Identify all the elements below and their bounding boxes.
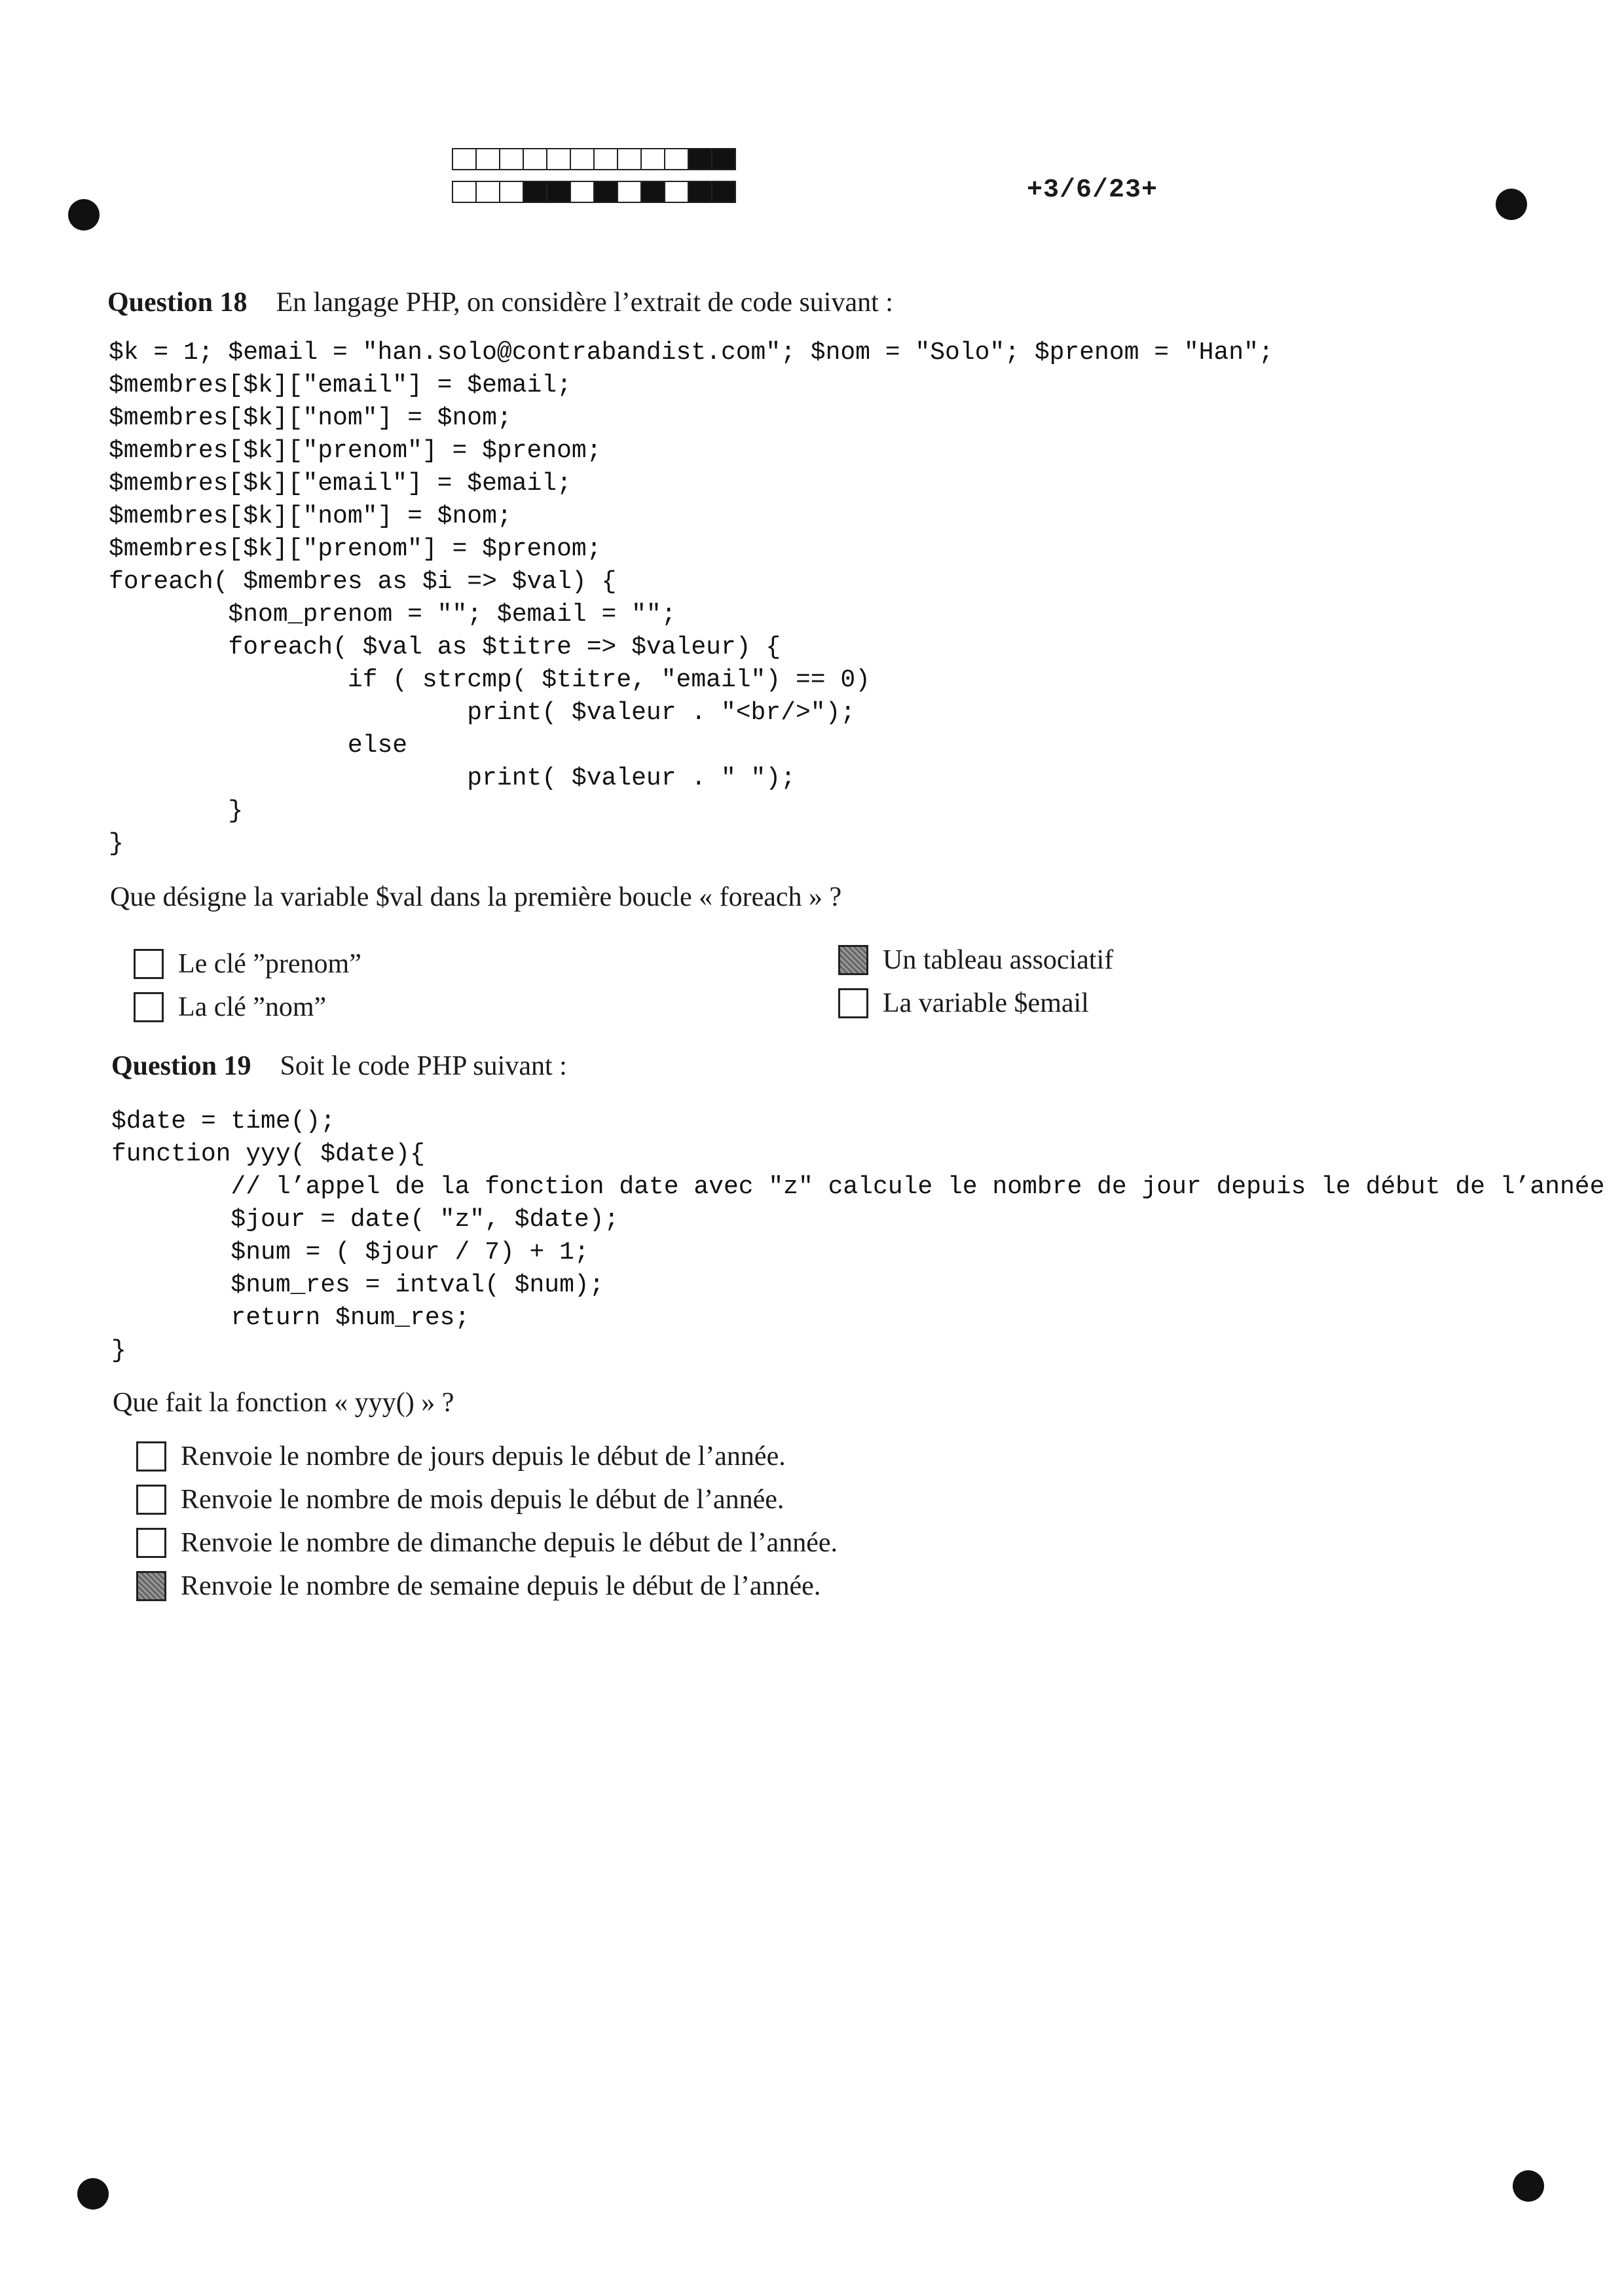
choice-label: Le clé ”prenom” [178, 949, 361, 979]
barcode-cell [475, 148, 500, 170]
choice-label: Renvoie le nombre de mois depuis le début de l’année. [181, 1485, 784, 1515]
barcode-cell [523, 148, 547, 170]
barcode-cell [711, 148, 736, 170]
choice-q18-d[interactable] [838, 988, 1089, 1019]
barcode-cell [475, 181, 500, 203]
checkbox[interactable] [136, 1571, 166, 1601]
question-text: En langage PHP, on considère l’extrait de code suivant : [276, 287, 893, 318]
choice-label: Renvoie le nombre de dimanche depuis le début de l’année. [181, 1528, 838, 1558]
barcode-cell [452, 148, 477, 170]
barcode-cell [664, 148, 689, 170]
choice-label: La clé ”nom” [178, 992, 327, 1022]
barcode-row-1 [452, 148, 735, 170]
checkbox[interactable] [136, 1441, 166, 1472]
barcode-row-2 [452, 181, 735, 203]
choice-q18-a[interactable] [134, 948, 361, 980]
choice-q19-c[interactable] [136, 1527, 838, 1559]
choice-q19-b[interactable] [136, 1484, 784, 1515]
choice-label: Renvoie le nombre de semaine depuis le début de l’année. [181, 1571, 821, 1601]
registration-mark-bottom-right [1513, 2170, 1544, 2202]
choice-label: Renvoie le nombre de jours depuis le début de l’année. [181, 1441, 786, 1472]
barcode-cell [664, 181, 689, 203]
registration-mark-top-right [1496, 189, 1527, 220]
barcode-cell [688, 148, 712, 170]
question-text: Soit le code PHP suivant : [280, 1051, 567, 1081]
barcode-cell [640, 181, 665, 203]
barcode-cell [523, 181, 547, 203]
checkbox[interactable] [136, 1485, 166, 1515]
choice-q18-c[interactable] [838, 944, 1113, 976]
checkbox[interactable] [136, 1528, 166, 1558]
barcode-cell [499, 148, 524, 170]
barcode-cell [452, 181, 477, 203]
page-identifier: +3/6/23+ [1027, 176, 1158, 205]
code-block-question-19: $date = time(); function yyy( $date){ // l’appel de la fonction date avec "z" calcule le nombre de jour depuis le début de l’année $jour = date( "z", $date); $num = ( $jour / 7) + 1; $num_res = intval( $num); return $num_res; } [111, 1107, 1605, 1365]
barcode-cell [499, 181, 524, 203]
question-18-header [107, 287, 893, 318]
barcode-cell [617, 181, 642, 203]
barcode-cell [640, 148, 665, 170]
checkbox[interactable] [838, 945, 868, 975]
question-19-prompt: Que fait la fonction « yyy() » ? [113, 1388, 454, 1418]
barcode-cell [546, 148, 571, 170]
choice-label: Un tableau associatif [883, 945, 1114, 975]
choice-label: La variable $email [883, 988, 1089, 1018]
code-block-question-18: $k = 1; $email = "han.solo@contrabandist.com"; $nom = "Solo"; $prenom = "Han"; $membres[$k]["email"] = $email; $membres[$k]["nom"] = $nom; $membres[$k]["prenom"] = $prenom; $membres[$k]["email"] = $email; $membres[$k]["nom"] = $nom; $membres[$k]["prenom"] = $prenom; foreach( $membres as $i => $val) { $nom_prenom = ""; $email = ""; foreach( $val as $titre => $valeur) { if ( strcmp( $titre, "email") == 0) print( $valeur . "<br/>"); else print( $valeur . " "); } } [109, 339, 1274, 858]
barcode-cell [593, 181, 618, 203]
checkbox[interactable] [838, 988, 868, 1018]
registration-mark-bottom-left [77, 2178, 109, 2210]
barcode-cell [570, 148, 595, 170]
question-18-prompt: Que désigne la variable $val dans la première boucle « foreach » ? [110, 882, 842, 912]
choice-q19-a[interactable] [136, 1441, 786, 1472]
barcode-cell [617, 148, 642, 170]
choice-q18-b[interactable] [134, 991, 326, 1023]
barcode-cell [570, 181, 595, 203]
barcode-cell [546, 181, 571, 203]
checkbox[interactable] [134, 992, 164, 1022]
barcode-cell [593, 148, 618, 170]
barcode-cell [688, 181, 712, 203]
checkbox[interactable] [134, 949, 164, 979]
barcode-cell [711, 181, 736, 203]
question-19-header [111, 1050, 567, 1082]
question-number: Question 19 [111, 1051, 251, 1081]
registration-mark-top-left [68, 199, 100, 231]
question-number: Question 18 [107, 287, 248, 318]
choice-q19-d[interactable] [136, 1570, 821, 1602]
